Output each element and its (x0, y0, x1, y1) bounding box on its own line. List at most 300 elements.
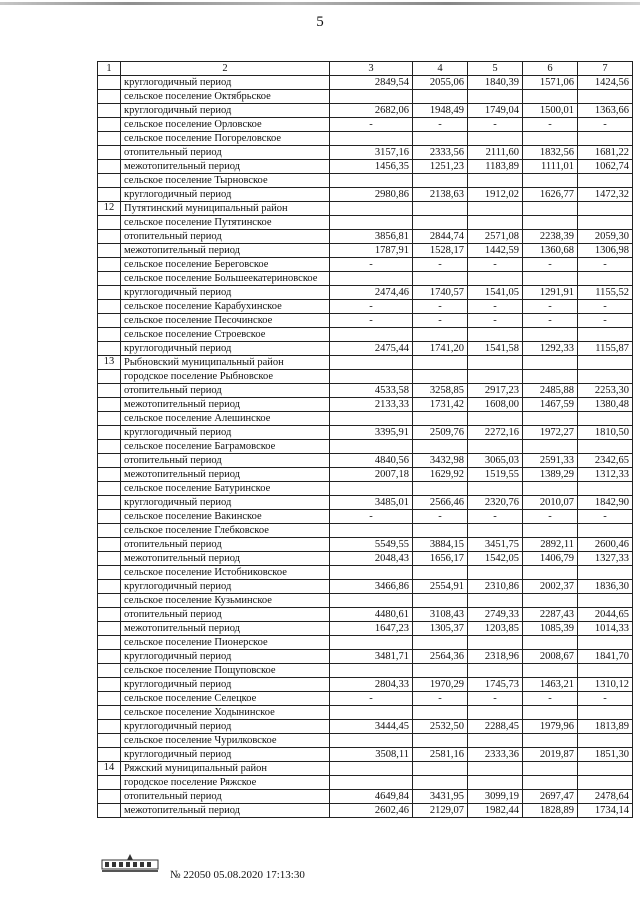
value-cell: 2602,46 (330, 804, 413, 818)
value-cell: 2320,76 (468, 496, 523, 510)
table-row (98, 622, 633, 636)
value-cell (468, 174, 523, 188)
value-cell (468, 272, 523, 286)
value-cell: 1327,33 (578, 552, 633, 566)
value-cell: - (523, 258, 578, 272)
row-label: сельское поселение Погореловское (121, 132, 330, 146)
value-cell: 1813,89 (578, 720, 633, 734)
row-label: отопительный период (121, 538, 330, 552)
value-cell: 1840,39 (468, 76, 523, 90)
value-cell: 2010,07 (523, 496, 578, 510)
value-cell (413, 412, 468, 426)
value-cell (578, 594, 633, 608)
value-cell: 2509,76 (413, 426, 468, 440)
row-index (98, 552, 121, 566)
value-cell: - (523, 118, 578, 132)
value-cell: 2342,65 (578, 454, 633, 468)
value-cell (523, 370, 578, 384)
value-cell (523, 440, 578, 454)
value-cell (468, 412, 523, 426)
value-cell: 1014,33 (578, 622, 633, 636)
row-label: Ряжский муниципальный район (121, 762, 330, 776)
value-cell (523, 762, 578, 776)
value-cell: 1542,05 (468, 552, 523, 566)
value-cell (413, 202, 468, 216)
table-row (98, 216, 633, 230)
value-cell (330, 734, 413, 748)
value-cell (330, 356, 413, 370)
row-label: сельское поселение Тырновское (121, 174, 330, 188)
table-row (98, 440, 633, 454)
value-cell: 3065,03 (468, 454, 523, 468)
value-cell (413, 132, 468, 146)
row-label: круглогодичный период (121, 76, 330, 90)
value-cell: 1734,14 (578, 804, 633, 818)
value-cell: 1155,87 (578, 342, 633, 356)
table-row (98, 202, 633, 216)
value-cell: - (413, 300, 468, 314)
value-cell: - (468, 258, 523, 272)
table-row (98, 356, 633, 370)
value-cell (413, 524, 468, 538)
table-row (98, 272, 633, 286)
value-cell (413, 174, 468, 188)
row-index (98, 426, 121, 440)
row-index (98, 104, 121, 118)
row-label: круглогодичный период (121, 426, 330, 440)
value-cell (578, 664, 633, 678)
value-cell: 1467,59 (523, 398, 578, 412)
row-index (98, 440, 121, 454)
row-index (98, 748, 121, 762)
value-cell (330, 370, 413, 384)
value-cell (330, 202, 413, 216)
table-row (98, 734, 633, 748)
value-cell (578, 412, 633, 426)
value-cell: 2288,45 (468, 720, 523, 734)
value-cell (578, 762, 633, 776)
row-label: отопительный период (121, 608, 330, 622)
value-cell (523, 356, 578, 370)
value-cell: 1292,33 (523, 342, 578, 356)
value-cell: 1740,57 (413, 286, 468, 300)
row-index (98, 664, 121, 678)
table-row (98, 230, 633, 244)
value-cell: 2048,43 (330, 552, 413, 566)
value-cell: 2310,86 (468, 580, 523, 594)
table-row (98, 244, 633, 258)
value-cell (523, 216, 578, 230)
value-cell: 1183,89 (468, 160, 523, 174)
row-label: отопительный период (121, 230, 330, 244)
value-cell (413, 328, 468, 342)
value-cell (468, 594, 523, 608)
value-cell (330, 762, 413, 776)
value-cell (578, 734, 633, 748)
value-cell: - (523, 510, 578, 524)
row-index (98, 804, 121, 818)
table-row (98, 412, 633, 426)
document-registration-number: № 22050 05.08.2020 17:13:30 (170, 869, 305, 881)
table-row (98, 706, 633, 720)
value-cell: 3884,15 (413, 538, 468, 552)
table-row (98, 384, 633, 398)
value-cell (413, 566, 468, 580)
row-index (98, 636, 121, 650)
value-cell: 1979,96 (523, 720, 578, 734)
value-cell (330, 90, 413, 104)
value-cell: 2849,54 (330, 76, 413, 90)
value-cell (413, 706, 468, 720)
value-cell (523, 174, 578, 188)
row-index (98, 790, 121, 804)
row-label: сельское поселение Пощуповское (121, 664, 330, 678)
value-cell (578, 356, 633, 370)
value-cell (523, 706, 578, 720)
table-row (98, 720, 633, 734)
table-row (98, 132, 633, 146)
table-row (98, 552, 633, 566)
value-cell (468, 202, 523, 216)
value-cell: 2600,46 (578, 538, 633, 552)
table-row (98, 258, 633, 272)
value-cell: 3444,45 (330, 720, 413, 734)
value-cell (578, 482, 633, 496)
value-cell (578, 776, 633, 790)
value-cell: 1608,00 (468, 398, 523, 412)
value-cell (523, 482, 578, 496)
row-index (98, 524, 121, 538)
value-cell (330, 776, 413, 790)
row-index (98, 608, 121, 622)
row-label: сельское поселение Большеекатериновское (121, 272, 330, 286)
row-index (98, 482, 121, 496)
value-cell: - (330, 300, 413, 314)
row-label: сельское поселение Строевское (121, 328, 330, 342)
table-row (98, 314, 633, 328)
value-cell: 1836,30 (578, 580, 633, 594)
value-cell (468, 636, 523, 650)
value-cell (578, 174, 633, 188)
value-cell: 1528,17 (413, 244, 468, 258)
value-cell (468, 356, 523, 370)
value-cell: 2478,64 (578, 790, 633, 804)
row-label: сельское поселение Кузьминское (121, 594, 330, 608)
value-cell (578, 90, 633, 104)
value-cell: 2532,50 (413, 720, 468, 734)
table-row (98, 608, 633, 622)
table-row (98, 160, 633, 174)
value-cell: - (578, 314, 633, 328)
page-number: 5 (316, 14, 324, 30)
row-index (98, 454, 121, 468)
value-cell: 2059,30 (578, 230, 633, 244)
row-index (98, 776, 121, 790)
value-cell: 1787,91 (330, 244, 413, 258)
row-label: межотопительный период (121, 160, 330, 174)
value-cell: 2007,18 (330, 468, 413, 482)
row-index (98, 720, 121, 734)
value-cell: 1085,39 (523, 622, 578, 636)
value-cell (330, 664, 413, 678)
row-label: сельское поселение Путятинское (121, 216, 330, 230)
scan-top-edge (0, 2, 640, 5)
row-label: сельское поселение Песочинское (121, 314, 330, 328)
value-cell (578, 328, 633, 342)
value-cell: 1982,44 (468, 804, 523, 818)
value-cell: 4649,84 (330, 790, 413, 804)
value-cell: 1456,35 (330, 160, 413, 174)
value-cell (523, 566, 578, 580)
row-index (98, 230, 121, 244)
value-cell (413, 356, 468, 370)
row-label: межотопительный период (121, 552, 330, 566)
value-cell: 1626,77 (523, 188, 578, 202)
row-index (98, 412, 121, 426)
value-cell: 1519,55 (468, 468, 523, 482)
value-cell: 2272,16 (468, 426, 523, 440)
value-cell (468, 328, 523, 342)
row-index (98, 342, 121, 356)
value-cell: 2474,46 (330, 286, 413, 300)
row-index (98, 118, 121, 132)
column-header: 3 (330, 62, 413, 76)
value-cell: 3481,71 (330, 650, 413, 664)
row-index (98, 160, 121, 174)
column-header: 1 (98, 62, 121, 76)
value-cell: 2019,87 (523, 748, 578, 762)
row-index (98, 468, 121, 482)
value-cell (413, 370, 468, 384)
value-cell: 5549,55 (330, 538, 413, 552)
row-label: круглогодичный период (121, 720, 330, 734)
value-cell (468, 132, 523, 146)
row-index (98, 706, 121, 720)
electronic-signature-stamp-icon (101, 851, 159, 873)
value-cell (523, 272, 578, 286)
table-row (98, 118, 633, 132)
column-header: 2 (121, 62, 330, 76)
row-index (98, 258, 121, 272)
value-cell (523, 524, 578, 538)
table-row (98, 76, 633, 90)
value-cell: 1500,01 (523, 104, 578, 118)
value-cell: 1442,59 (468, 244, 523, 258)
value-cell: 1310,12 (578, 678, 633, 692)
row-index (98, 272, 121, 286)
column-header: 6 (523, 62, 578, 76)
row-label: сельское поселение Орловское (121, 118, 330, 132)
value-cell (468, 734, 523, 748)
row-label: отопительный период (121, 146, 330, 160)
value-cell: - (578, 692, 633, 706)
row-index (98, 188, 121, 202)
value-cell: 2844,74 (413, 230, 468, 244)
value-cell (523, 594, 578, 608)
value-cell: 1745,73 (468, 678, 523, 692)
value-cell: 1842,90 (578, 496, 633, 510)
table-row (98, 300, 633, 314)
value-cell: - (413, 510, 468, 524)
value-cell: 1155,52 (578, 286, 633, 300)
value-cell: 1389,29 (523, 468, 578, 482)
table-row (98, 370, 633, 384)
value-cell: 2333,56 (413, 146, 468, 160)
value-cell (578, 370, 633, 384)
row-index (98, 510, 121, 524)
value-cell (413, 440, 468, 454)
value-cell: 2682,06 (330, 104, 413, 118)
value-cell (578, 440, 633, 454)
value-cell (523, 202, 578, 216)
column-header: 4 (413, 62, 468, 76)
value-cell: 3485,01 (330, 496, 413, 510)
value-cell: 1681,22 (578, 146, 633, 160)
row-index (98, 566, 121, 580)
table-row (98, 496, 633, 510)
row-label: сельское поселение Береговское (121, 258, 330, 272)
value-cell: 1912,02 (468, 188, 523, 202)
value-cell: 1656,17 (413, 552, 468, 566)
value-cell: 2055,06 (413, 76, 468, 90)
value-cell: 4480,61 (330, 608, 413, 622)
value-cell: 2917,23 (468, 384, 523, 398)
table-row (98, 650, 633, 664)
value-cell: 3157,16 (330, 146, 413, 160)
value-cell (578, 706, 633, 720)
row-index (98, 90, 121, 104)
column-header-row (98, 62, 633, 76)
table-row (98, 104, 633, 118)
value-cell: 2253,30 (578, 384, 633, 398)
row-label: сельское поселение Чурилковское (121, 734, 330, 748)
value-cell (468, 90, 523, 104)
value-cell (330, 272, 413, 286)
table-row (98, 510, 633, 524)
row-index (98, 370, 121, 384)
value-cell: - (413, 314, 468, 328)
value-cell (578, 216, 633, 230)
value-cell: 2287,43 (523, 608, 578, 622)
value-cell: 1472,32 (578, 188, 633, 202)
table-row (98, 594, 633, 608)
row-index (98, 580, 121, 594)
value-cell: - (468, 510, 523, 524)
value-cell (413, 636, 468, 650)
value-cell: 2591,33 (523, 454, 578, 468)
value-cell: - (330, 692, 413, 706)
value-cell: 1363,66 (578, 104, 633, 118)
value-cell: 1111,01 (523, 160, 578, 174)
value-cell: - (330, 258, 413, 272)
value-cell (523, 636, 578, 650)
value-cell (578, 272, 633, 286)
value-cell: 2980,86 (330, 188, 413, 202)
value-cell (578, 132, 633, 146)
row-index (98, 300, 121, 314)
value-cell: - (330, 118, 413, 132)
value-cell: 1972,27 (523, 426, 578, 440)
table-row (98, 580, 633, 594)
row-index (98, 594, 121, 608)
value-cell: 1841,70 (578, 650, 633, 664)
value-cell (330, 328, 413, 342)
row-index (98, 328, 121, 342)
value-cell (330, 412, 413, 426)
row-label: сельское поселение Истобниковское (121, 566, 330, 580)
value-cell: 2804,33 (330, 678, 413, 692)
value-cell: - (330, 314, 413, 328)
value-cell: 3856,81 (330, 230, 413, 244)
value-cell: 3451,75 (468, 538, 523, 552)
row-label: городское поселение Рыбновское (121, 370, 330, 384)
value-cell (468, 216, 523, 230)
row-index (98, 146, 121, 160)
value-cell (468, 370, 523, 384)
table-row (98, 748, 633, 762)
value-cell (523, 664, 578, 678)
value-cell (330, 594, 413, 608)
value-cell (468, 776, 523, 790)
value-cell (468, 482, 523, 496)
value-cell: - (523, 314, 578, 328)
row-label: круглогодичный период (121, 748, 330, 762)
row-index (98, 650, 121, 664)
value-cell: 1741,20 (413, 342, 468, 356)
row-label: межотопительный период (121, 622, 330, 636)
row-index (98, 734, 121, 748)
table-row (98, 538, 633, 552)
row-index (98, 496, 121, 510)
value-cell: - (523, 300, 578, 314)
value-cell (468, 566, 523, 580)
table-row (98, 286, 633, 300)
column-header: 5 (468, 62, 523, 76)
value-cell: 2238,39 (523, 230, 578, 244)
row-index (98, 286, 121, 300)
value-cell: 1541,05 (468, 286, 523, 300)
row-label: круглогодичный период (121, 342, 330, 356)
row-index: 14 (98, 762, 121, 776)
table-row (98, 426, 633, 440)
value-cell: - (468, 692, 523, 706)
row-label: круглогодичный период (121, 580, 330, 594)
value-cell: 1832,56 (523, 146, 578, 160)
value-cell: 2554,91 (413, 580, 468, 594)
value-cell: 2566,46 (413, 496, 468, 510)
table-row (98, 188, 633, 202)
table-row (98, 146, 633, 160)
table-row (98, 174, 633, 188)
value-cell (523, 90, 578, 104)
row-label: круглогодичный период (121, 650, 330, 664)
row-label: сельское поселение Ходынинское (121, 706, 330, 720)
value-cell (330, 706, 413, 720)
value-cell (523, 132, 578, 146)
row-index (98, 76, 121, 90)
row-label: круглогодичный период (121, 286, 330, 300)
row-index: 13 (98, 356, 121, 370)
value-cell (330, 566, 413, 580)
value-cell: 1312,33 (578, 468, 633, 482)
value-cell: - (413, 118, 468, 132)
row-label: сельское поселение Пионерское (121, 636, 330, 650)
value-cell (413, 594, 468, 608)
table-row (98, 524, 633, 538)
row-index (98, 538, 121, 552)
value-cell: - (578, 118, 633, 132)
value-cell: 4840,56 (330, 454, 413, 468)
